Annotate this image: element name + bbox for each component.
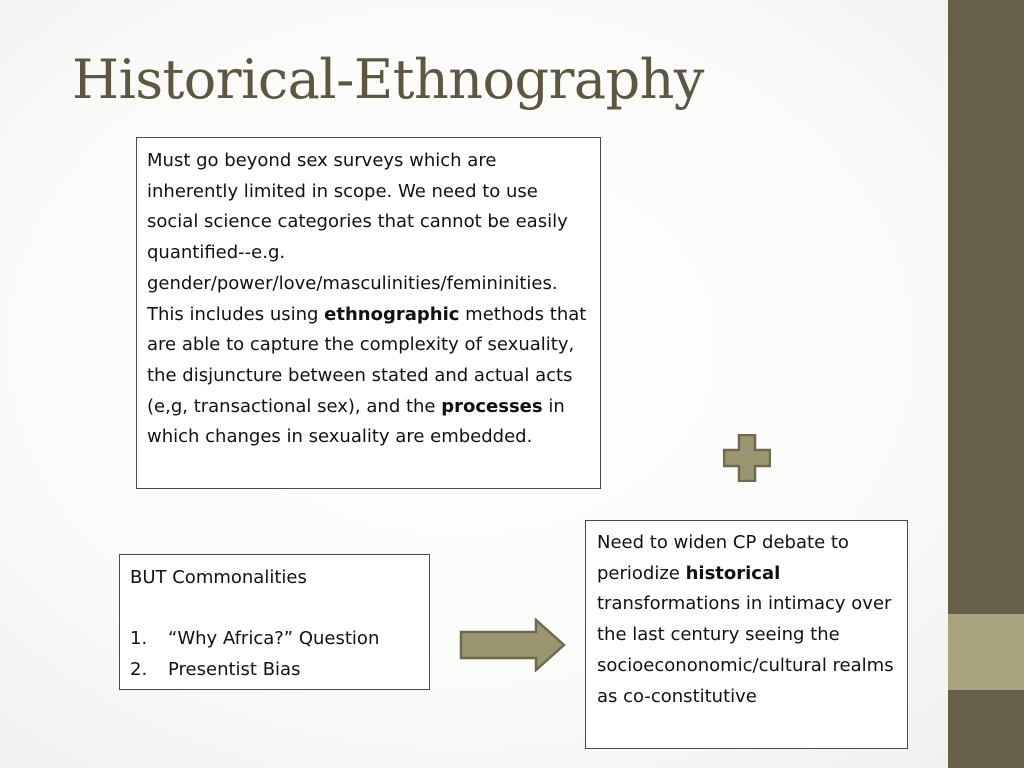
sidebar-accent-block xyxy=(948,614,1024,690)
main-text-part-1: Must go beyond sex surveys which are inherently limited in scope. We need to use social science categories that cannot be easily quantified--e.g. gender/power/love/masculinities/femininities. This includes using xyxy=(147,150,568,325)
list-item xyxy=(130,655,419,686)
periodize-text-part-2: transformations in intimacy over the last century seeing the socioecononomic/cultural realms as co-constitutive xyxy=(597,593,894,707)
periodize-box xyxy=(585,520,908,749)
list-item xyxy=(130,624,419,655)
main-text-part-3: in which changes in sexuality are embedded. xyxy=(147,395,565,448)
periodize-text-part-1: Need to widen CP debate to periodize xyxy=(597,532,849,584)
periodize-paragraph xyxy=(597,528,896,712)
slide-title: Historical-Ethnography xyxy=(72,48,704,111)
list-number: 1. xyxy=(130,628,148,649)
main-text-box xyxy=(136,137,601,489)
plus-icon xyxy=(723,434,771,482)
main-bold-ethnographic: ethnographic xyxy=(324,303,460,325)
main-paragraph xyxy=(147,146,590,453)
periodize-bold-historical: historical xyxy=(685,562,781,584)
main-text-part-2: methods that are able to capture the complexity of sexuality, the disjuncture between stated and actual acts (e,g, transactional sex), and the xyxy=(147,303,587,417)
list-label: Presentist Bias xyxy=(168,658,301,680)
commonalities-box xyxy=(119,554,430,690)
right-arrow-icon xyxy=(458,618,568,672)
list-label: “Why Africa?” Question xyxy=(168,628,380,649)
commonalities-heading: BUT Commonalities xyxy=(130,567,307,588)
main-bold-processes: processes xyxy=(441,395,543,417)
list-number: 2. xyxy=(130,658,148,680)
